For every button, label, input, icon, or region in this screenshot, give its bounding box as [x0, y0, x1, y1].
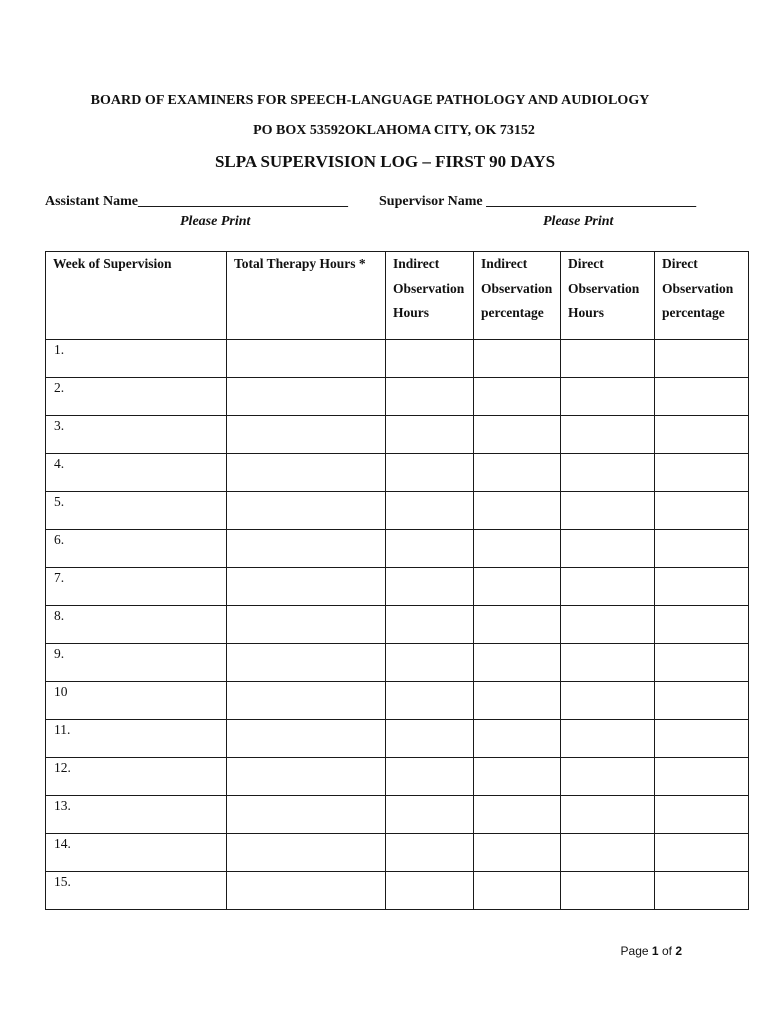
col-total-therapy-hours: Total Therapy Hours * — [227, 252, 386, 340]
week-cell: 15. — [46, 872, 227, 910]
indirect-percentage-cell[interactable] — [474, 644, 561, 682]
direct-hours-cell[interactable] — [561, 378, 655, 416]
week-cell: 13. — [46, 796, 227, 834]
direct-percentage-cell[interactable] — [655, 758, 749, 796]
indirect-hours-cell[interactable] — [386, 872, 474, 910]
table-row — [46, 530, 749, 568]
supervision-log-table — [45, 251, 749, 910]
total-hours-cell[interactable] — [227, 758, 386, 796]
table-row — [46, 758, 749, 796]
page-number — [621, 944, 682, 958]
week-cell: 2. — [46, 378, 227, 416]
direct-percentage-cell[interactable] — [655, 454, 749, 492]
direct-hours-cell[interactable] — [561, 530, 655, 568]
indirect-percentage-cell[interactable] — [474, 720, 561, 758]
indirect-hours-cell[interactable] — [386, 492, 474, 530]
direct-hours-cell[interactable] — [561, 492, 655, 530]
total-hours-cell[interactable] — [227, 682, 386, 720]
week-cell: 8. — [46, 606, 227, 644]
indirect-percentage-cell[interactable] — [474, 872, 561, 910]
indirect-hours-cell[interactable] — [386, 378, 474, 416]
indirect-hours-cell[interactable] — [386, 720, 474, 758]
direct-hours-cell[interactable] — [561, 720, 655, 758]
direct-percentage-cell[interactable] — [655, 682, 749, 720]
indirect-hours-cell[interactable] — [386, 606, 474, 644]
indirect-percentage-cell[interactable] — [474, 834, 561, 872]
total-hours-cell[interactable] — [227, 796, 386, 834]
page-word: Page — [620, 944, 649, 958]
indirect-hours-cell[interactable] — [386, 568, 474, 606]
page-current: 1 — [651, 944, 659, 958]
assistant-print-hint: Please Print — [180, 214, 251, 229]
total-hours-cell[interactable] — [227, 530, 386, 568]
week-cell: 5. — [46, 492, 227, 530]
indirect-hours-cell[interactable] — [386, 530, 474, 568]
direct-hours-cell[interactable] — [561, 796, 655, 834]
indirect-hours-cell[interactable] — [386, 834, 474, 872]
direct-percentage-cell[interactable] — [655, 416, 749, 454]
table-row — [46, 378, 749, 416]
assistant-name-label: Assistant Name — [45, 194, 138, 209]
indirect-percentage-cell[interactable] — [474, 416, 561, 454]
indirect-hours-cell[interactable] — [386, 340, 474, 378]
week-cell: 7. — [46, 568, 227, 606]
indirect-percentage-cell[interactable] — [474, 568, 561, 606]
direct-percentage-cell[interactable] — [655, 796, 749, 834]
direct-percentage-cell[interactable] — [655, 834, 749, 872]
table-row — [46, 340, 749, 378]
week-cell: 14. — [46, 834, 227, 872]
week-cell: 10 — [46, 682, 227, 720]
address-line: PO BOX 53592OKLAHOMA CITY, OK 73152 — [253, 123, 535, 138]
direct-hours-cell[interactable] — [561, 758, 655, 796]
indirect-percentage-cell[interactable] — [474, 530, 561, 568]
table-row — [46, 796, 749, 834]
direct-percentage-cell[interactable] — [655, 530, 749, 568]
direct-hours-cell[interactable] — [561, 568, 655, 606]
direct-percentage-cell[interactable] — [655, 720, 749, 758]
direct-percentage-cell[interactable] — [655, 568, 749, 606]
direct-hours-cell[interactable] — [561, 340, 655, 378]
table-row — [46, 720, 749, 758]
direct-hours-cell[interactable] — [561, 454, 655, 492]
table-header-row — [46, 252, 749, 340]
week-cell: 9. — [46, 644, 227, 682]
indirect-hours-cell[interactable] — [386, 416, 474, 454]
indirect-percentage-cell[interactable] — [474, 340, 561, 378]
direct-hours-cell[interactable] — [561, 834, 655, 872]
direct-percentage-cell[interactable] — [655, 340, 749, 378]
table-row — [46, 682, 749, 720]
week-cell: 1. — [46, 340, 227, 378]
week-cell: 4. — [46, 454, 227, 492]
supervisor-name-line[interactable]: ______________________________ — [486, 194, 697, 209]
organization-heading: BOARD OF EXAMINERS FOR SPEECH-LANGUAGE PATHOLOGY AND AUDIOLOGY — [90, 93, 650, 108]
total-hours-cell[interactable] — [227, 834, 386, 872]
total-hours-cell[interactable] — [227, 720, 386, 758]
indirect-percentage-cell[interactable] — [474, 454, 561, 492]
total-hours-cell[interactable] — [227, 568, 386, 606]
indirect-percentage-cell[interactable] — [474, 758, 561, 796]
week-cell: 12. — [46, 758, 227, 796]
table-row — [46, 834, 749, 872]
supervisor-name-field[interactable] — [379, 194, 696, 210]
week-cell: 3. — [46, 416, 227, 454]
week-cell: 6. — [46, 530, 227, 568]
table-row — [46, 568, 749, 606]
page-total: 2 — [675, 944, 682, 958]
table-row — [46, 644, 749, 682]
indirect-percentage-cell[interactable] — [474, 606, 561, 644]
form-title: SLPA SUPERVISION LOG – FIRST 90 DAYS — [214, 152, 556, 171]
table-row — [46, 492, 749, 530]
col-direct-observation-hours: Direct Observation Hours — [561, 252, 655, 340]
indirect-hours-cell[interactable] — [386, 796, 474, 834]
col-indirect-observation-percentage: Indirect Observation percentage — [474, 252, 561, 340]
total-hours-cell[interactable] — [227, 378, 386, 416]
assistant-name-field[interactable] — [45, 194, 348, 210]
direct-percentage-cell[interactable] — [655, 378, 749, 416]
assistant-name-line[interactable]: ______________________________ — [137, 194, 348, 209]
indirect-percentage-cell[interactable] — [474, 682, 561, 720]
indirect-hours-cell[interactable] — [386, 682, 474, 720]
total-hours-cell[interactable] — [227, 416, 386, 454]
direct-hours-cell[interactable] — [561, 872, 655, 910]
table-row — [46, 416, 749, 454]
indirect-hours-cell[interactable] — [386, 454, 474, 492]
direct-percentage-cell[interactable] — [655, 606, 749, 644]
col-week-of-supervision: Week of Supervision — [46, 252, 227, 340]
direct-percentage-cell[interactable] — [655, 872, 749, 910]
indirect-percentage-cell[interactable] — [474, 492, 561, 530]
total-hours-cell[interactable] — [227, 454, 386, 492]
total-hours-cell[interactable] — [227, 606, 386, 644]
direct-percentage-cell[interactable] — [655, 492, 749, 530]
supervisor-name-label: Supervisor Name — [379, 194, 483, 209]
total-hours-cell[interactable] — [227, 644, 386, 682]
supervisor-print-hint: Please Print — [543, 214, 614, 229]
indirect-percentage-cell[interactable] — [474, 796, 561, 834]
table-row — [46, 872, 749, 910]
total-hours-cell[interactable] — [227, 340, 386, 378]
week-cell: 11. — [46, 720, 227, 758]
col-indirect-observation-hours: Indirect Observation Hours — [386, 252, 474, 340]
col-direct-observation-percentage: Direct Observation percentage — [655, 252, 749, 340]
indirect-percentage-cell[interactable] — [474, 378, 561, 416]
indirect-hours-cell[interactable] — [386, 758, 474, 796]
direct-hours-cell[interactable] — [561, 416, 655, 454]
direct-hours-cell[interactable] — [561, 606, 655, 644]
total-hours-cell[interactable] — [227, 492, 386, 530]
table-row — [46, 606, 749, 644]
table-row — [46, 454, 749, 492]
indirect-hours-cell[interactable] — [386, 644, 474, 682]
direct-hours-cell[interactable] — [561, 644, 655, 682]
direct-hours-cell[interactable] — [561, 682, 655, 720]
of-word: of — [661, 944, 672, 958]
direct-percentage-cell[interactable] — [655, 644, 749, 682]
total-hours-cell[interactable] — [227, 872, 386, 910]
